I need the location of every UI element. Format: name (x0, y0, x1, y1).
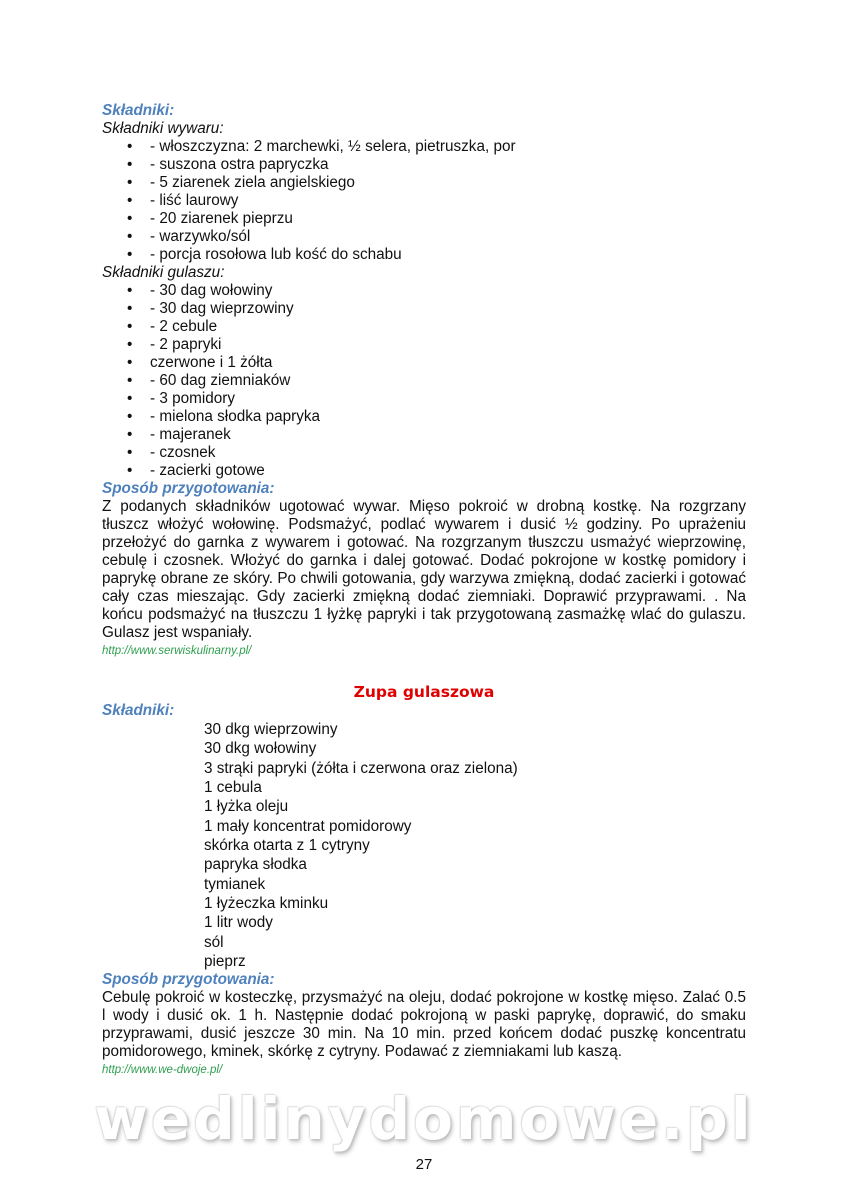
list-item-text: - suszona ostra papryczka (150, 156, 329, 173)
list-item: 30 dkg wołowiny (204, 740, 317, 758)
list-item-text: - mielona słodka papryka (150, 408, 321, 425)
list-item-text: - 3 pomidory (150, 390, 236, 407)
list-item: 1 cebula (204, 779, 262, 797)
list-item-text: - 20 ziarenek pieprzu (150, 210, 293, 227)
watermark: wedlinydomowe.pl (94, 1085, 754, 1154)
list-item (102, 156, 746, 174)
list-item-text: - 60 dag ziemniaków (150, 372, 291, 389)
list-item: tymianek (204, 875, 266, 893)
list-item-text: - porcja rosołowa lub kość do schabu (150, 246, 402, 263)
list-item-text: - włoszczyzna: 2 marchewki, ½ selera, pietruszka, por (150, 138, 516, 155)
list-item (102, 336, 746, 354)
list-item (102, 138, 746, 156)
method-text: Cebulę pokroić w kosteczkę, przysmażyć na oleju, dodać pokrojone w kostkę mięso. Zalać 0.5 l wody i dusić ok. 1 h. Następnie dodać pokrojoną w paski paprykę, doprawić, do smaku przyprawami, dusić jeszcze 30 min. Na 10 min. przed końcem dodać puszkę koncentratu pomidorowego, kminek, skórkę z cytryny. Podawać z ziemniakami lub kaszą. (102, 989, 746, 1061)
recipe1 (102, 102, 746, 660)
bullet-icon: • (127, 210, 133, 227)
list-item-text: - liść laurowy (150, 192, 239, 209)
list-item: 1 łyżeczka kminku (204, 895, 329, 913)
list-item (102, 228, 746, 246)
list-item: 1 łyżka oleju (204, 798, 289, 816)
list-item (102, 408, 746, 426)
bullet-icon: • (127, 156, 133, 173)
bullet-icon: • (127, 444, 133, 461)
list-item (102, 174, 746, 192)
goulash-list (102, 282, 746, 480)
list-item (102, 354, 746, 372)
recipe2 (102, 702, 746, 1079)
list-item (102, 192, 746, 210)
recipe-title: Zupa gulaszowa (353, 683, 495, 701)
list-item-text: czerwone i 1 żółta (150, 354, 273, 371)
bullet-icon: • (127, 462, 133, 479)
list-item: 30 dkg wieprzowiny (204, 721, 338, 738)
broth-heading: Składniki wywaru: (102, 120, 224, 137)
list-item-text: - warzywko/sól (150, 228, 251, 245)
bullet-icon: • (127, 192, 133, 209)
bullet-icon: • (127, 408, 133, 425)
list-item-text: - 2 papryki (150, 336, 222, 353)
bullet-icon: • (127, 228, 133, 245)
bullet-icon: • (127, 336, 133, 353)
bullet-icon: • (127, 426, 133, 443)
page-number: 27 (415, 1156, 433, 1174)
method-heading: Sposób przygotowania: (102, 480, 275, 497)
page-content (94, 102, 754, 1175)
source-link[interactable]: http://www.serwiskulinarny.pl/ (102, 645, 252, 657)
list-item-text: - 2 cebule (150, 318, 218, 335)
list-item-text: - czosnek (150, 444, 216, 461)
list-item: sól (204, 933, 224, 951)
source-link[interactable]: http://www.we-dwoje.pl/ (102, 1064, 223, 1077)
list-item (102, 390, 746, 408)
list-item (102, 372, 746, 390)
list-item: skórka otarta z 1 cytryny (204, 837, 370, 855)
list-item-text: - 5 ziarenek ziela angielskiego (150, 174, 355, 191)
list-item (102, 444, 746, 462)
bullet-icon: • (127, 372, 133, 389)
bullet-icon: • (127, 138, 133, 155)
bullet-icon: • (127, 318, 133, 335)
method-text: Z podanych składników ugotować wywar. Mięso pokroić w drobną kostkę. Na rozgrzany tłuszcz włożyć wołowinę. Podsmażyć, podlać wywarem i dusić ½ godziny. Po uprażeniu przełożyć do garnka z wywarem i gotować. Na rozgrzanym tłuszczu usmażyć wieprzowinę, cebulę i czosnek. Włożyć do garnka i dalej gotować. Dodać pokrojone w kostkę pomidory i paprykę obrane ze skóry. Po chwili gotowania, gdy warzywa zmiękną, dodać zacierki i gotować cały czas mieszając. Gdy zacierki zmiękną dodać ziemniaki. Doprawić przyprawami. . Na końcu podsmażyć na tłuszczu 1 łyżkę papryki i tak przygotowaną zasmażkę wlać do gulaszu. Gulasz jest wspaniały. (102, 498, 746, 641)
list-item: 1 mały koncentrat pomidorowy (204, 817, 412, 835)
bullet-icon: • (127, 246, 133, 263)
method-heading: Sposób przygotowania: (102, 971, 275, 989)
ingredients-heading: Składniki: (102, 702, 175, 719)
bullet-icon: • (127, 300, 133, 317)
list-item (102, 318, 746, 336)
bullet-icon: • (127, 354, 133, 371)
list-item-text: - majeranek (150, 426, 231, 443)
list-item: papryka słodka (204, 856, 307, 874)
goulash-heading: Składniki gulaszu: (102, 264, 225, 281)
bullet-icon: • (127, 174, 133, 191)
list-item (102, 246, 746, 264)
bullet-icon: • (127, 390, 133, 407)
ingredients-heading: Składniki: (102, 102, 175, 119)
bullet-icon: • (127, 282, 133, 299)
list-item-text: - 30 dag wołowiny (150, 282, 273, 299)
ingredients-list (102, 720, 746, 971)
list-item-text: - zacierki gotowe (150, 462, 265, 479)
list-item: 3 strąki papryki (żółta i czerwona oraz zielona) (204, 759, 518, 777)
list-item: 1 litr wody (204, 914, 273, 932)
list-item-text: - 30 dag wieprzowiny (150, 300, 294, 317)
list-item (102, 426, 746, 444)
list-item (102, 462, 746, 480)
list-item: pieprz (204, 953, 246, 971)
list-item (102, 300, 746, 318)
list-item (102, 210, 746, 228)
list-item (102, 282, 746, 300)
broth-list (102, 138, 746, 264)
